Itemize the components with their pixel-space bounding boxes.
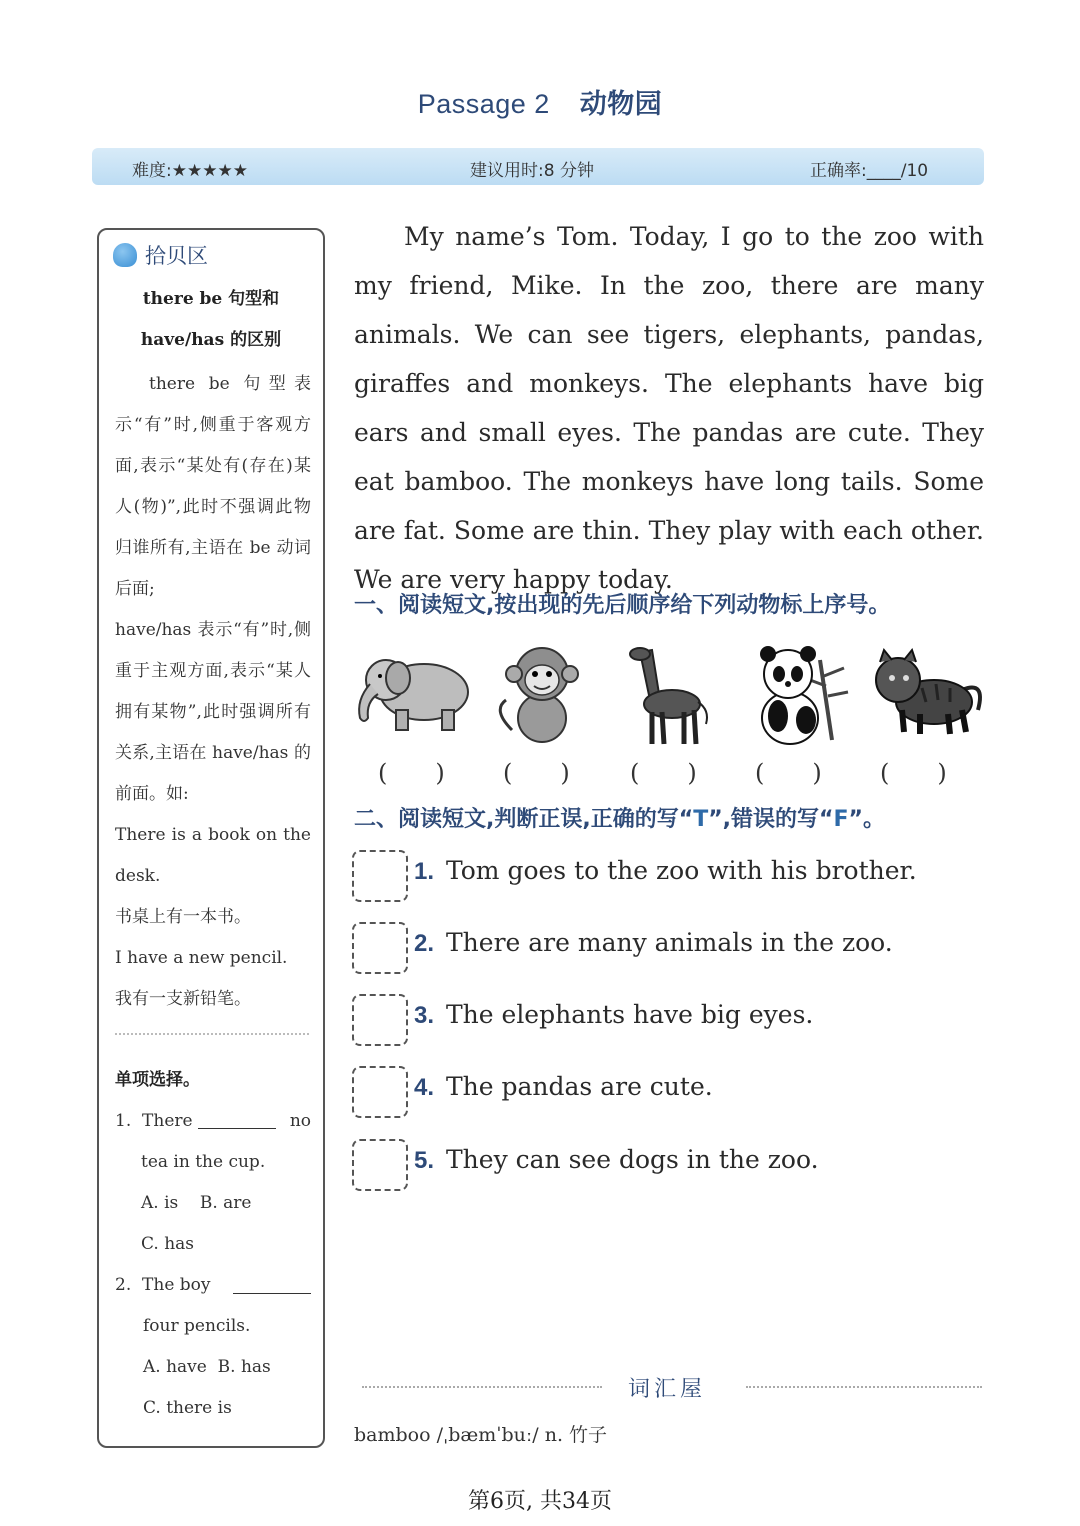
title-en: Passage 2: [417, 89, 550, 119]
statement-text: They can see dogs in the zoo.: [446, 1145, 819, 1174]
quiz-q2-option-c: C. there is: [143, 1398, 232, 1418]
quiz-q1-options: A. is B. are: [141, 1193, 252, 1213]
elephant-icon: [352, 640, 478, 750]
giraffe-icon: [610, 640, 736, 750]
accuracy: 正确率:____/10: [810, 161, 929, 181]
page-title: [0, 82, 1080, 121]
suggested-time: 建议用时:8 分钟: [470, 161, 594, 181]
sidebar-para-2: have/has 表示“有”时,侧重于主观方面,表示“某人拥有某物”,此时强调所有关系,主语在 have/has 的前面。如:: [115, 620, 311, 804]
answer-blank[interactable]: [198, 1108, 276, 1129]
sidebar-divider: [115, 1033, 309, 1035]
vocab-entry: bamboo /ˌbæmˈbuː/ n. 竹子: [354, 1424, 608, 1446]
answer-box[interactable]: [352, 1066, 408, 1118]
section-1-heading: 一、阅读短文,按出现的先后顺序给下列动物标上序号。: [354, 593, 891, 618]
sidebar-example-2: I have a new pencil.: [115, 948, 288, 968]
reading-passage: [354, 212, 984, 604]
sidebar-example-1: There is a book on the desk.: [115, 825, 311, 886]
quiz-heading: 单项选择。: [115, 1070, 200, 1090]
vocab-divider-left: [362, 1386, 602, 1388]
statement-row: 2. There are many animals in the zoo.: [352, 922, 992, 974]
quiz-q1-line2: tea in the cup.: [141, 1152, 266, 1172]
title-cn: 动物园: [579, 89, 663, 120]
panda-icon: [740, 640, 866, 750]
statement-text: Tom goes to the zoo with his brother.: [446, 856, 917, 885]
quiz-q1-option-c: C. has: [141, 1234, 195, 1254]
passage-text: My name’s Tom. Today, I go to the zoo with my friend, Mike. In the zoo, there are many animals. We can see tigers, elephants, pandas, giraffes and monkeys. The elephants have big ears and small eyes. The pandas are cute. They eat bamboo. The monkeys have long tails. Some are fat. Some are thin. They play with each other. We are very happy today.: [354, 222, 984, 594]
quiz-q2-line1: 2. The boy: [115, 1265, 311, 1306]
difficulty: 难度:★★★★★: [132, 161, 248, 181]
statement-row: 4. The pandas are cute.: [352, 1066, 992, 1118]
quiz-q1-line1: 1. There no: [115, 1101, 311, 1142]
sidebar-example-1-cn: 书桌上有一本书。: [115, 907, 251, 927]
answer-paren-1[interactable]: ( ): [378, 759, 445, 787]
sidebar-example-2-cn: 我有一支新铅笔。: [115, 989, 251, 1009]
quiz-q2-options: A. have B. has: [143, 1357, 271, 1377]
statement-text: There are many animals in the zoo.: [446, 928, 893, 957]
sidebar-subtitle-1: there be 句型和: [142, 289, 280, 309]
statement-row: 5. They can see dogs in the zoo.: [352, 1139, 992, 1191]
answer-box[interactable]: [352, 850, 408, 902]
answer-paren-5[interactable]: ( ): [880, 759, 947, 787]
statement-text: The elephants have big eyes.: [446, 1000, 814, 1029]
page-footer: 第6页, 共34页: [468, 1489, 612, 1514]
sidebar-body: [115, 364, 311, 1020]
answer-paren-3[interactable]: ( ): [630, 759, 697, 787]
answer-paren-4[interactable]: ( ): [755, 759, 822, 787]
quiz-q2-line2: four pencils.: [143, 1316, 251, 1336]
tips-sidebar: [97, 228, 325, 1448]
shell-icon: [113, 243, 137, 267]
answer-box[interactable]: [352, 922, 408, 974]
answer-paren-2[interactable]: ( ): [503, 759, 570, 787]
statement-row: 3. The elephants have big eyes.: [352, 994, 992, 1046]
tiger-icon: [862, 640, 988, 750]
answer-box[interactable]: [352, 1139, 408, 1191]
monkey-icon: [482, 640, 608, 750]
info-bar: [92, 148, 984, 185]
vocab-title: 词汇屋: [628, 1377, 707, 1402]
sidebar-subtitle-2: have/has 的区别: [140, 330, 282, 350]
vocab-divider-right: [746, 1386, 982, 1388]
section-2-heading: 二、阅读短文,判断正误,正确的写“T”,错误的写“F”。: [354, 807, 885, 832]
sidebar-quiz: [115, 1060, 311, 1429]
statement-text: The pandas are cute.: [446, 1072, 713, 1101]
animal-pictures: [352, 640, 984, 750]
statement-row: 1. Tom goes to the zoo with his brother.: [352, 850, 992, 902]
answer-box[interactable]: [352, 994, 408, 1046]
sidebar-para-1: there be 句型表示“有”时,侧重于客观方面,表示“某处有(存在)某人(物)”,此时不强调此物归谁所有,主语在 be 动词后面;: [115, 374, 311, 599]
answer-blank[interactable]: [233, 1273, 311, 1294]
sidebar-heading: 拾贝区: [113, 240, 208, 270]
